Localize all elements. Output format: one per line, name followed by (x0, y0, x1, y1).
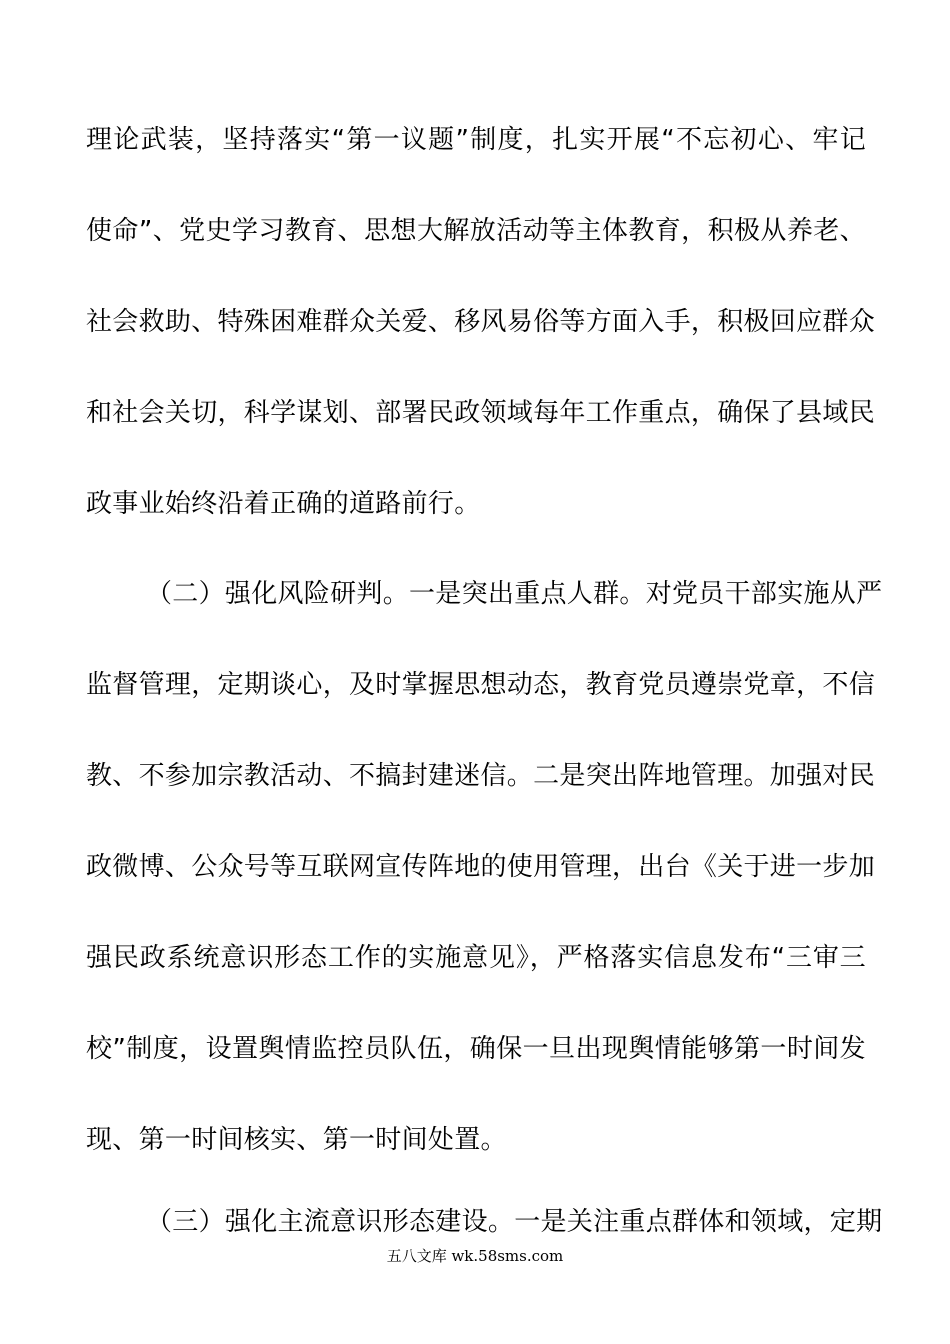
paragraph-1-line-3: 社会救助、特殊困难群众关爱、移风易俗等方面入手，积极回应群众 (86, 307, 876, 337)
paragraph-1-line-5: 政事业始终沿着正确的道路前行。 (86, 489, 481, 519)
paragraph-2-line-1: （二）强化风险研判。一是突出重点人群。对党员干部实施从严 (146, 579, 883, 609)
paragraph-2-line-7: 现、第一时间核实、第一时间处置。 (86, 1125, 507, 1155)
paragraph-1-line-1: 理论武装，坚持落实“第一议题”制度，扎实开展“不忘初心、牢记 (86, 125, 866, 155)
paragraph-2-line-3: 教、不参加宗教活动、不搞封建迷信。二是突出阵地管理。加强对民 (86, 761, 876, 791)
paragraph-2-line-5: 强民政系统意识形态工作的实施意见》，严格落实信息发布“三审三 (86, 943, 866, 973)
paragraph-3-line-1: （三）强化主流意识形态建设。一是关注重点群体和领域，定期 (146, 1207, 883, 1237)
paragraph-2-line-4: 政微博、公众号等互联网宣传阵地的使用管理，出台《关于进一步加 (86, 852, 876, 882)
paragraph-1-line-4: 和社会关切，科学谋划、部署民政领域每年工作重点，确保了县域民 (86, 398, 876, 428)
paragraph-2-line-6: 校”制度，设置舆情监控员队伍，确保一旦出现舆情能够第一时间发 (86, 1034, 866, 1064)
paragraph-2-line-2: 监督管理，定期谈心，及时掌握思想动态，教育党员遵崇党章，不信 (86, 670, 876, 700)
footer-watermark: 五八文库 wk.58sms.com (386, 1247, 564, 1265)
paragraph-1-line-2: 使命”、党史学习教育、思想大解放活动等主体教育，积极从养老、 (86, 216, 866, 246)
